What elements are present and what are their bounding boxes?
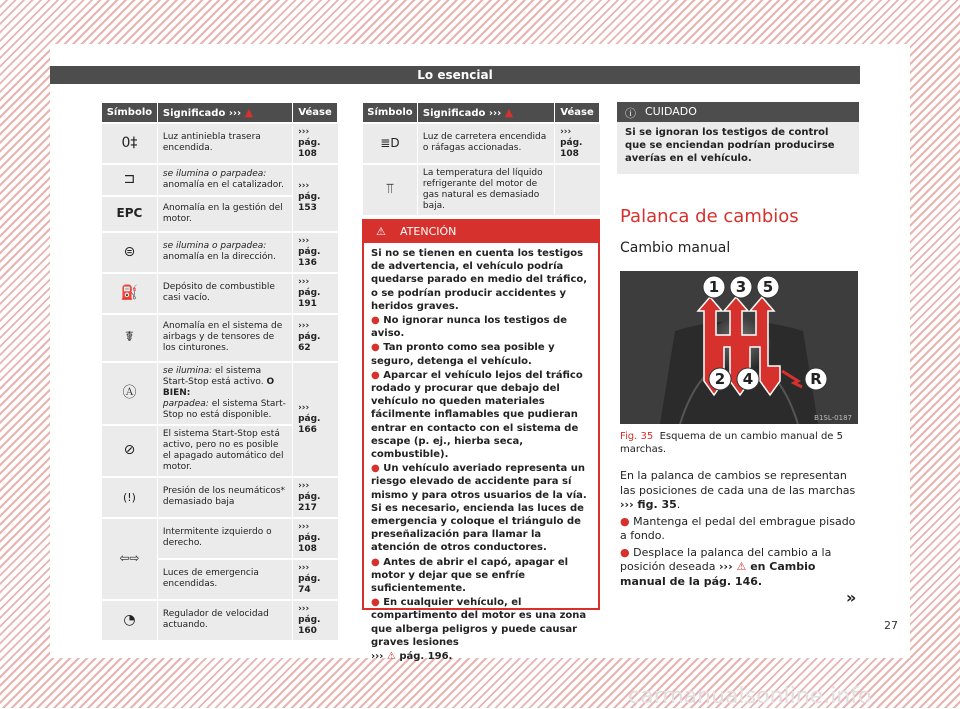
page-ref-link[interactable]: ››› pág. 153 xyxy=(293,164,338,232)
col-symbol: Símbolo xyxy=(102,103,158,123)
row-text: Depósito de combustible casi vacío. xyxy=(157,273,292,314)
table-row xyxy=(102,232,338,273)
page-ref-link[interactable]: ››› pág. 136 xyxy=(293,232,338,273)
warning-bullet: ● Aparcar el vehículo lejos del tráfico rodado y procurar que debajo del vehículo no queden materiales fácilmente inflamables que pudieran entrar en contacto con el sistema de escape (p. ej., hierba seca, combustible). xyxy=(371,369,583,461)
warning-ref-link[interactable]: ››› ⚠ pág. 196. xyxy=(371,651,453,663)
table-row xyxy=(102,600,338,640)
empty-ref xyxy=(555,164,600,215)
figure-code: B1SL-0187 xyxy=(814,414,852,422)
page-ref-link[interactable]: ››› pág. 62 xyxy=(293,314,338,362)
warning-bullet: ● Antes de abrir el capó, apagar el motor y dejar que se enfríe suficientemente. xyxy=(371,556,569,595)
table-row xyxy=(102,314,338,362)
warning-bullet: ● No ignorar nunca los testigos de aviso. xyxy=(371,315,567,340)
col-symbol: Símbolo xyxy=(363,103,418,123)
warning-triangle-icon: ▲ xyxy=(244,105,254,119)
gear-label: 5 xyxy=(762,278,774,296)
section-bullet: ● Mantenga el pedal del embrague pisado a fondo. xyxy=(620,514,856,542)
row-text: Presión de los neumáticos* demasiado baja xyxy=(157,477,292,518)
watermark: carmanualsonline.info xyxy=(628,684,872,709)
row-text: Luz antiniebla trasera encendida. xyxy=(157,123,292,164)
page-ref-link[interactable]: ››› pág. 108 xyxy=(293,518,338,559)
continue-marker: » xyxy=(846,588,857,607)
table-row xyxy=(102,362,338,425)
warning-box xyxy=(362,219,600,663)
tire-pressure-icon: (!) xyxy=(102,477,158,518)
gearshift-figure xyxy=(620,271,858,424)
figure-caption: Fig. 35 Esquema de un cambio manual de 5 marchas. xyxy=(620,431,844,455)
page-ref-link[interactable]: ››› pág. 74 xyxy=(293,559,338,600)
warning-box-body xyxy=(364,243,598,668)
symbols-table-mid xyxy=(362,102,600,215)
gear-label: 2 xyxy=(714,370,726,388)
page-ref-link[interactable]: ››› ⚠ en Cambio manual de la pág. 146. xyxy=(620,560,816,588)
steering-icon: ⊜ xyxy=(102,232,158,273)
section-title: Palanca de cambios xyxy=(620,206,799,227)
warning-box-header xyxy=(364,221,598,243)
engine-hazard-icon: ⚠ xyxy=(386,651,396,663)
warning-bullet: ● Tan pronto como sea posible y seguro, detenga el vehículo. xyxy=(371,342,555,367)
coolant-temp-icon: ⫪ xyxy=(363,164,418,215)
warning-bullet: ● Un vehículo averiado representa un riesgo elevado de accidente para sí mismo y para otros usuarios de la vía. Si es necesario, encienda las luces de emergencia y coloque el triángulo de preseñalización para llamar la atención de otros conductores. xyxy=(371,463,587,554)
table-row xyxy=(102,518,338,559)
table-row xyxy=(102,164,338,196)
col-see: Véase xyxy=(555,103,600,123)
section-bullet: ● Desplace la palanca del cambio a la posición deseada ››› ⚠ en Cambio manual de la pág. 146. xyxy=(620,545,832,588)
turn-signal-icon: ⇦⇨ xyxy=(102,518,158,600)
col-see: Véase xyxy=(293,103,338,123)
caution-box xyxy=(617,102,859,174)
row-text: Anomalía en el sistema de airbags y de tensores de los cinturones. xyxy=(157,314,292,362)
warning-triangle-icon: ▲ xyxy=(504,105,514,119)
row-text: se ilumina: el sistema Start-Stop está activo. O BIEN: parpadea: el sistema Start-Stop no está disponible. xyxy=(157,362,292,425)
caution-box-body: Si se ignoran los testigos de control que se enciendan podrían producirse averías en el vehículo. xyxy=(625,127,835,164)
page-ref-link[interactable]: ››› pág. 217 xyxy=(293,477,338,518)
high-beam-icon: ≣D xyxy=(363,123,418,164)
symbols-table-left xyxy=(101,102,338,640)
col-meaning: Significado ››› ▲ xyxy=(417,103,554,123)
page-ref-link[interactable]: ››› pág. 166 xyxy=(293,362,338,477)
page-header: Lo esencial xyxy=(50,66,860,84)
row-text: Anomalía en la gestión del motor. xyxy=(157,196,292,232)
page-ref-link[interactable]: ››› pág. 108 xyxy=(555,123,600,164)
table-row xyxy=(102,273,338,314)
table-row xyxy=(102,123,338,164)
warning-bullet: ● En cualquier vehículo, el compartimento del motor es una zona que alberga peligros y puede causar graves lesiones xyxy=(371,597,587,648)
warning-intro: Si no se tienen en cuenta los testigos de advertencia, el vehículo podría quedarse parado en medio del tráfico, o se podrían producir accidentes y heridos graves. xyxy=(371,248,588,312)
page-ref-link[interactable]: ››› pág. 191 xyxy=(293,273,338,314)
warning-triangle-icon: ⚠ xyxy=(376,225,386,238)
table-row xyxy=(363,164,600,215)
row-text: El sistema Start-Stop está activo, pero no es posible el apagado automático del motor. xyxy=(157,425,292,477)
gear-label: 1 xyxy=(708,278,720,296)
cruise-control-icon: ◔ xyxy=(102,600,158,640)
page-ref-link[interactable]: ››› pág. 108 xyxy=(293,123,338,164)
gearshift-diagram xyxy=(620,271,858,424)
info-icon: ⓘ xyxy=(625,107,636,120)
rear-fog-icon: 0‡ xyxy=(102,123,158,164)
airbag-icon: ☤ xyxy=(102,314,158,362)
section-paragraph: En la palanca de cambios se representan las posiciones de cada una de las marchas ››› fig. 35. xyxy=(620,469,856,511)
start-stop-off-icon: ⊘ xyxy=(102,425,158,477)
fuel-icon: ⛽ xyxy=(102,273,158,314)
row-text: Luces de emergencia encendidas. xyxy=(157,559,292,600)
page-number: 27 xyxy=(884,619,898,632)
section-body xyxy=(620,469,860,591)
engine-icon: ⊐ xyxy=(102,164,158,196)
col-meaning: Significado ››› ▲ xyxy=(157,103,292,123)
caution-box-header xyxy=(617,102,859,122)
warning-box-title: ATENCIÓN xyxy=(400,225,457,238)
row-text: Luz de carretera encendida o ráfagas accionadas. xyxy=(417,123,554,164)
gear-label: R xyxy=(810,370,822,388)
row-text: Intermitente izquierdo o derecho. xyxy=(157,518,292,559)
row-text: Regulador de velocidad actuando. xyxy=(157,600,292,640)
figure-ref-link[interactable]: ››› fig. 35 xyxy=(620,498,677,511)
row-text: La temperatura del líquido refrigerante del motor de gas natural es demasiado baja. xyxy=(417,164,554,215)
row-text: se ilumina o parpadea: anomalía en el catalizador. xyxy=(157,164,292,196)
caution-box-title: CUIDADO xyxy=(645,105,697,118)
gear-label: 3 xyxy=(735,278,747,296)
table-row xyxy=(102,477,338,518)
gear-label: 4 xyxy=(742,370,754,388)
epc-icon: EPC xyxy=(102,196,158,232)
start-stop-icon: Ⓐ xyxy=(102,362,158,425)
page-ref-link[interactable]: ››› pág. 160 xyxy=(293,600,338,640)
section-subtitle: Cambio manual xyxy=(620,240,731,256)
row-text: se ilumina o parpadea: anomalía en la dirección. xyxy=(157,232,292,273)
table-row xyxy=(363,123,600,164)
